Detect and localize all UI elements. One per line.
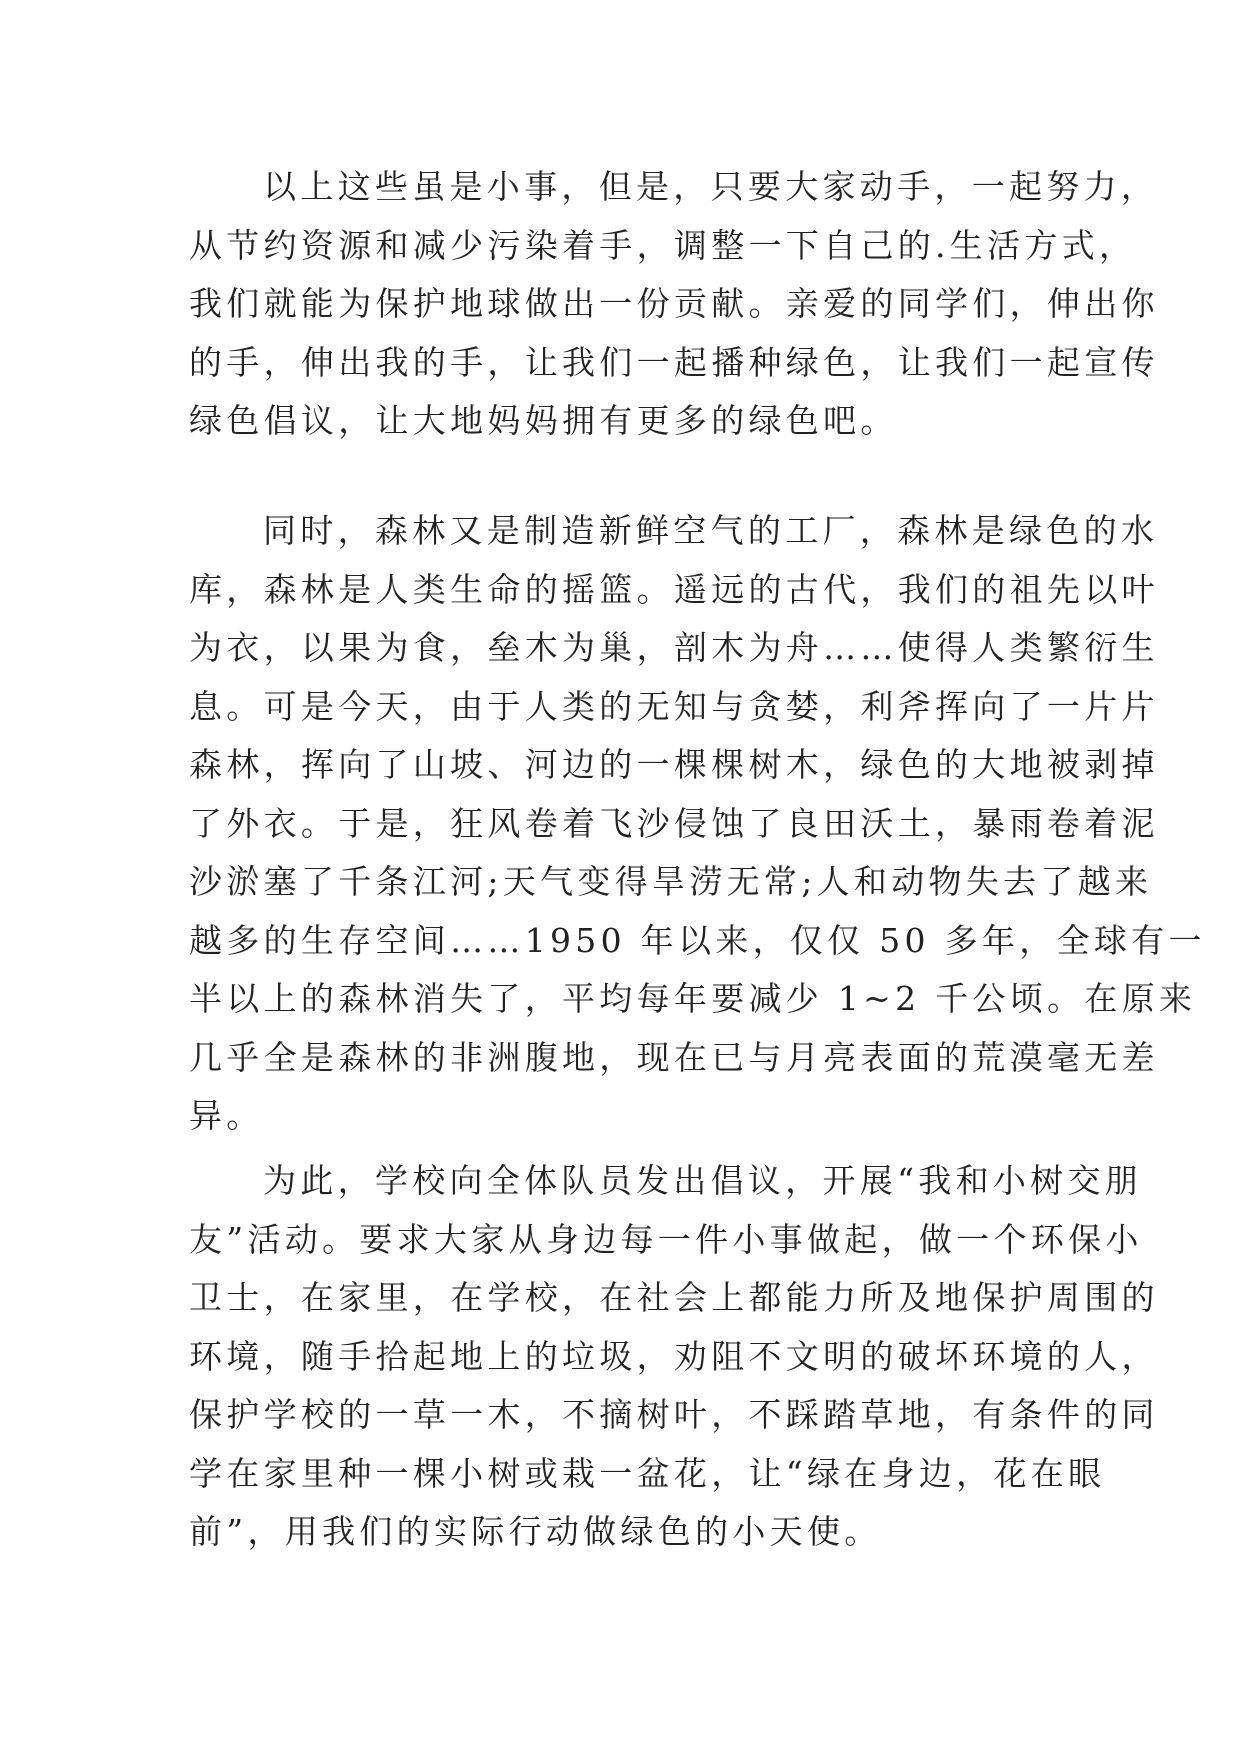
paragraph-line: 库，森林是人类生命的摇篮。遥远的古代，我们的祖先以叶 <box>189 569 1159 609</box>
paragraph-line: 异。 <box>189 1096 264 1135</box>
paragraph-line: 卫士，在家里，在学校，在社会上都能力所及地保护周围的 <box>189 1278 1159 1317</box>
paragraph-line: 了外衣。于是，狂风卷着飞沙侵蚀了良田沃土，暴雨卷着泥 <box>189 803 1159 843</box>
paragraph-line: 从节约资源和减少污染着手，调整一下自己的.生活方式， <box>189 225 1137 265</box>
paragraph-line: 我们就能为保护地球做出一份贡献。亲爱的同学们，伸出你 <box>189 284 1159 323</box>
paragraph-line: 环境，随手拾起地上的垃圾，劝阻不文明的破坏环境的人， <box>189 1336 1159 1376</box>
paragraph-line: 半以上的森林消失了，平均每年要减少 1~2 千公顷。在原来 <box>189 979 1197 1018</box>
paragraph-line: 学在家里种一棵小树或栽一盆花，让“绿在身边，花在眼 <box>189 1453 1106 1493</box>
paragraph-line: 前”，用我们的实际行动做绿色的小天使。 <box>189 1512 882 1551</box>
paragraph-2 <box>189 502 1206 1146</box>
paragraph-line: 越多的生存空间……1950 年以来，仅仅 50 多年，全球有一 <box>189 920 1206 960</box>
paragraph-line: 为此，学校向全体队员发出倡议，开展“我和小树交朋 <box>263 1161 1143 1200</box>
paragraph-line: 的手，伸出我的手，让我们一起播种绿色，让我们一起宣传 <box>189 342 1159 382</box>
paragraph-line: 绿色倡议，让大地妈妈拥有更多的绿色吧。 <box>189 401 898 440</box>
paragraph-line: 沙淤塞了千条江河;天气变得旱涝无常;人和动物失去了越来 <box>189 862 1153 901</box>
paragraph-line: 友”活动。要求大家从身边每一件小事做起，做一个环保小 <box>189 1219 1143 1259</box>
paragraph-line: 同时，森林又是制造新鲜空气的工厂，森林是绿色的水 <box>263 511 1159 550</box>
paragraph-line: 几乎全是森林的非洲腹地，现在已与月亮表面的荒漠毫无差 <box>189 1037 1159 1077</box>
paragraph-1 <box>189 158 1159 451</box>
paragraph-line: 为衣，以果为食，垒木为巢，剖木为舟……使得人类繁衍生 <box>189 628 1159 667</box>
paragraph-line: 森林，挥向了山坡、河边的一棵棵树木，绿色的大地被剥掉 <box>189 745 1159 784</box>
paragraph-line: 保护学校的一草一木，不摘树叶，不踩踏草地，有条件的同 <box>189 1395 1159 1434</box>
paragraph-line: 以上这些虽是小事，但是，只要大家动手，一起努力， <box>263 167 1159 206</box>
paragraph-3 <box>189 1152 1159 1562</box>
paragraph-line: 息。可是今天，由于人类的无知与贪婪，利斧挥向了一片片 <box>189 686 1159 726</box>
